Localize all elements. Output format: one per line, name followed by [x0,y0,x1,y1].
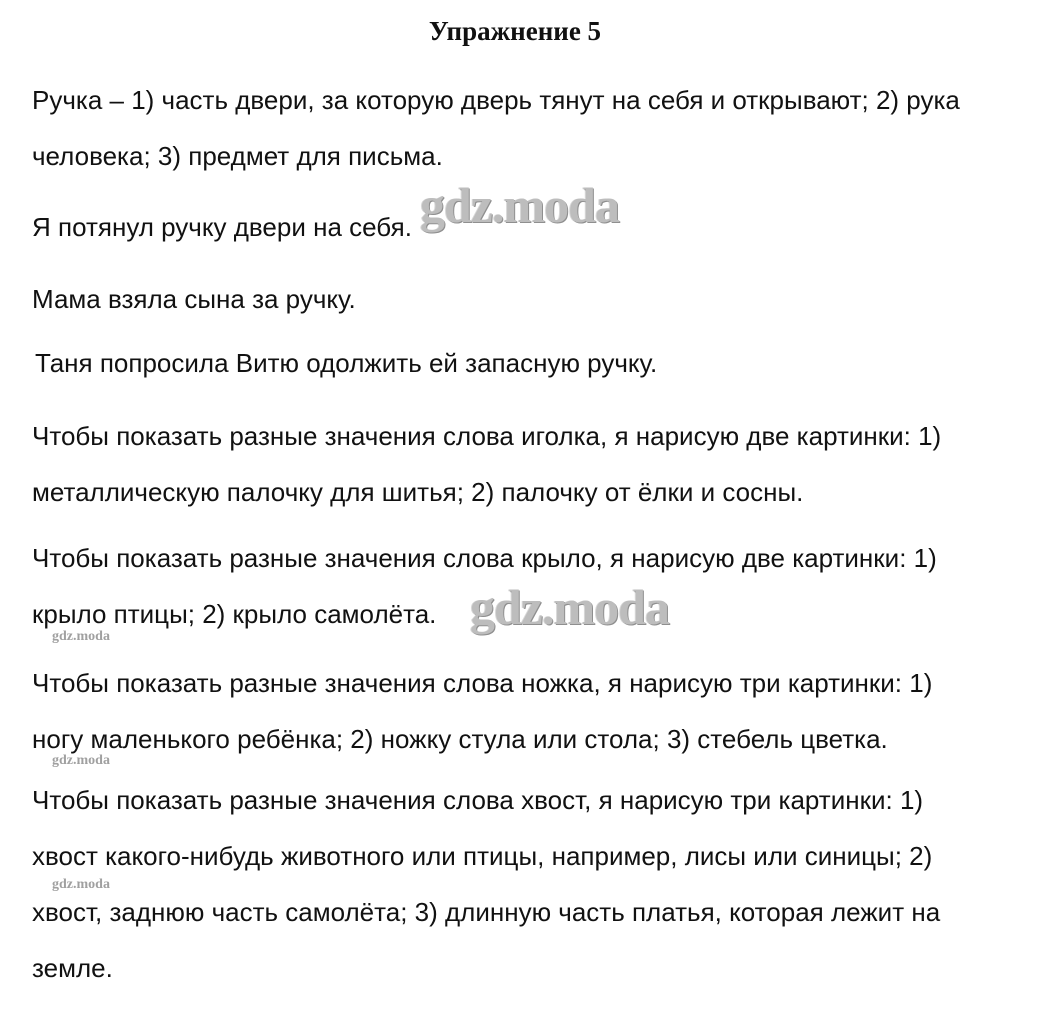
text-line: Мама взяла сына за ручку. [32,284,356,314]
text-line: Я потянул ручку двери на себя. [32,212,412,242]
watermark-large: gdz.moda [420,177,619,233]
text-line: человека; 3) предмет для письма. [32,141,443,171]
text-line: Чтобы показать разные значения слова ножка, я нарисую три картинки: 1) [32,668,933,698]
text-line: металлическую палочку для шитья; 2) палочку от ёлки и сосны. [32,477,804,507]
paragraph-1 [32,72,1022,184]
watermark-small: gdz.moda [52,877,110,892]
text-line: хвост, заднюю часть самолёта; 3) длинную часть платья, которая лежит на [32,897,941,927]
watermark-small: gdz.moda [52,629,110,644]
text-line: хвост какого-нибудь животного или птицы, например, лисы или синицы; 2) [32,841,933,871]
paragraph-5 [32,408,1022,520]
text-line: Таня попросила Витю одолжить ей запасную ручку. [35,348,658,378]
paragraph-3 [32,271,1022,327]
watermark-large: gdz.moda [470,579,669,635]
paragraph-7 [32,655,1022,767]
watermark-small: gdz.moda [52,753,110,768]
text-line: Чтобы показать разные значения слова хвост, я нарисую три картинки: 1) [32,785,924,815]
text-line: крыло птицы; 2) крыло самолёта. [32,599,437,629]
text-line: земле. [32,953,113,983]
paragraph-8 [32,772,1022,996]
paragraph-4 [35,335,1025,391]
text-line: Чтобы показать разные значения слова иголка, я нарисую две картинки: 1) [32,421,942,451]
text-line: ногу маленького ребёнка; 2) ножку стула или стола; 3) стебель цветка. [32,724,888,754]
text-line: Ручка – 1) часть двери, за которую дверь тянут на себя и открывают; 2) рука [32,85,960,115]
exercise-title: Упражнение 5 [428,16,602,46]
text-line: Чтобы показать разные значения слова крыло, я нарисую две картинки: 1) [32,543,937,573]
